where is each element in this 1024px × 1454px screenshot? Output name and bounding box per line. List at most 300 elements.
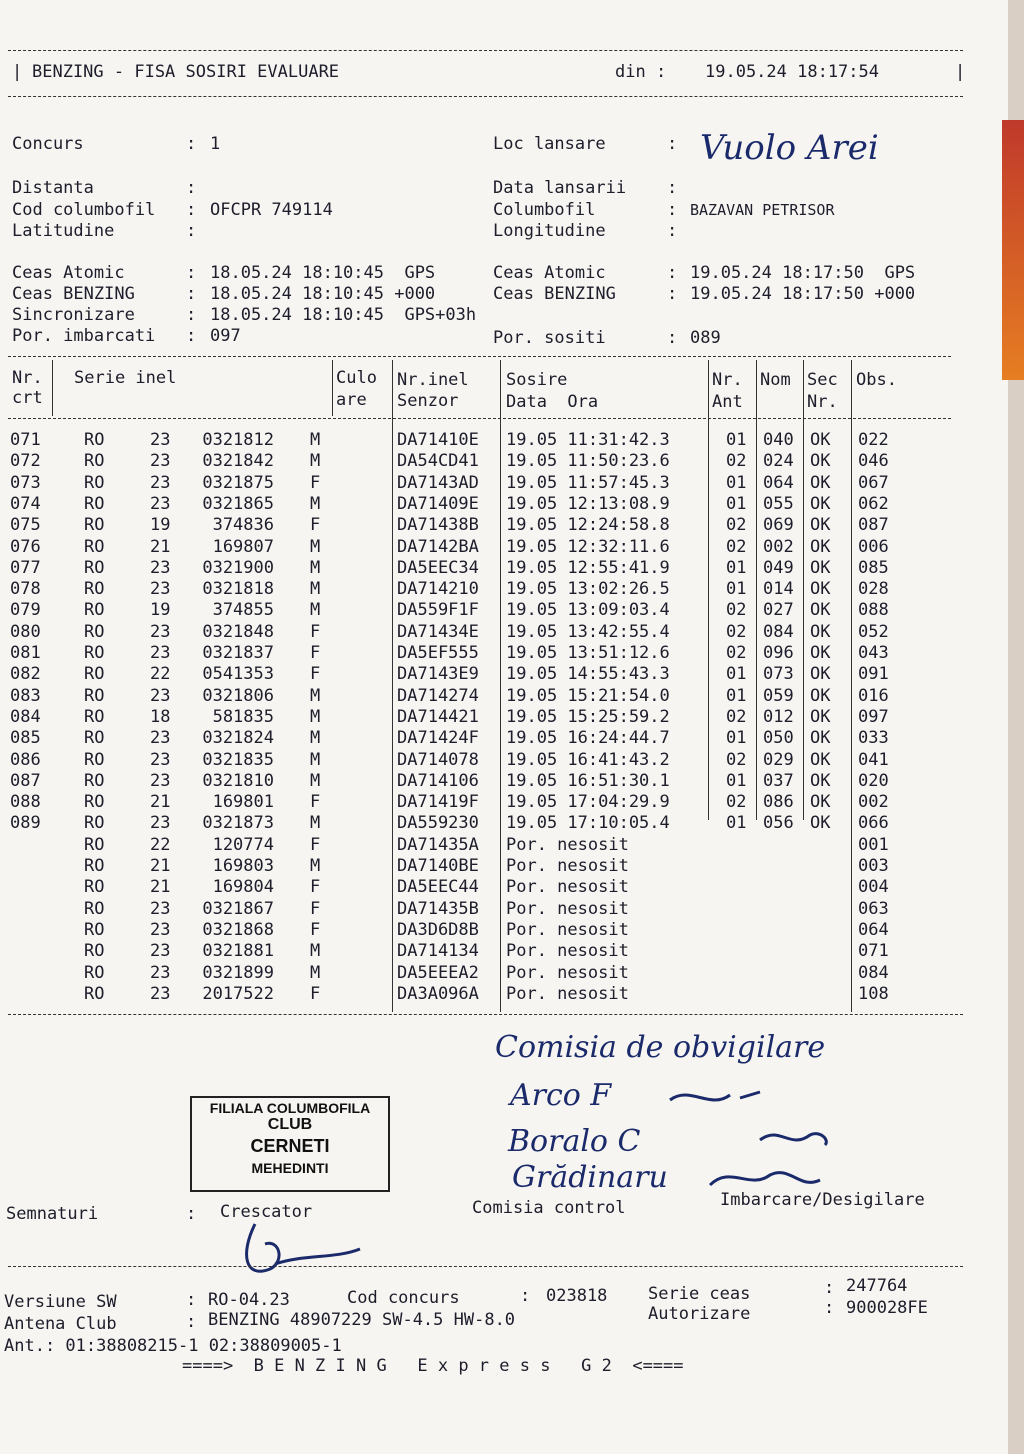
ceas-atomic-right-label: Ceas Atomic xyxy=(493,263,606,283)
cell-senzor: DA714210 xyxy=(397,579,479,600)
cell-nr: 086 xyxy=(10,749,41,770)
cell-sex: M xyxy=(310,557,321,578)
cell-sex: F xyxy=(310,472,321,493)
cell-nr: 083 xyxy=(10,685,41,706)
latitudine-label: Latitudine xyxy=(12,221,115,241)
cell-obs: 052 xyxy=(858,621,889,642)
cell-tara: RO xyxy=(84,877,105,898)
cell-ant: 02 xyxy=(726,706,747,727)
cell-sec: OK xyxy=(810,813,831,834)
header-bottom-rule xyxy=(8,96,963,97)
cell-obs: 001 xyxy=(858,834,889,855)
antena-label: Antena Club xyxy=(4,1314,117,1334)
cell-ant: 02 xyxy=(726,643,747,663)
cell-ant: 02 xyxy=(726,515,747,536)
cell-senzor: DA71409E xyxy=(397,493,479,514)
cell-inel: 0321806 xyxy=(202,685,274,706)
cell-tara: RO xyxy=(84,962,105,983)
cell-sosire: 19.05 13:09:03.4 xyxy=(506,600,670,621)
cell-sex: M xyxy=(310,451,321,472)
cell-ant: 01 xyxy=(726,430,747,450)
cell-sex: M xyxy=(310,962,321,983)
cell-sex: M xyxy=(310,749,321,770)
cell-sec: OK xyxy=(810,451,831,472)
background-edge xyxy=(1002,120,1024,380)
cell-sex: F xyxy=(310,877,321,898)
cell-obs: 084 xyxy=(858,962,889,983)
stamp-line-4: MEHEDINTI xyxy=(251,1160,329,1176)
cell-tara: RO xyxy=(84,792,105,813)
cell-sosire: Por. nesosit xyxy=(506,919,629,940)
cell-sec: OK xyxy=(810,579,831,600)
cell-inel: 0321818 xyxy=(202,579,274,600)
col-divider xyxy=(756,360,757,820)
cell-sec: OK xyxy=(810,664,831,685)
cell-nom: 055 xyxy=(763,493,794,514)
cell-inel: 0321810 xyxy=(202,770,274,791)
cell-sosire: Por. nesosit xyxy=(506,856,629,876)
columbofil-label: Columbofil xyxy=(493,200,596,220)
imbarcati-label: Por. imbarcati xyxy=(12,326,156,346)
th-senzor: Senzor xyxy=(397,391,459,411)
stamp-line-2: CLUB xyxy=(267,1116,313,1133)
header-right-bar: | xyxy=(955,62,966,82)
cell-sex: F xyxy=(310,898,321,919)
cell-obs: 108 xyxy=(858,983,889,1004)
colon: : xyxy=(667,221,678,241)
col-divider xyxy=(803,360,804,820)
stamp-line-3: CERNETI xyxy=(250,1136,330,1156)
cell-sec: OK xyxy=(810,770,831,791)
cell-an: 23 xyxy=(150,579,171,600)
cell-nom: 096 xyxy=(763,643,794,663)
cell-inel: 0321900 xyxy=(202,557,274,578)
cell-nr: 085 xyxy=(10,728,41,749)
cell-tara: RO xyxy=(84,557,105,578)
cell-ant: 02 xyxy=(726,749,747,770)
cell-obs: 071 xyxy=(858,941,889,962)
cell-nr: 079 xyxy=(10,600,41,621)
crescator-label: Crescator xyxy=(220,1202,313,1222)
cell-nom: 056 xyxy=(763,813,794,834)
cell-obs: 002 xyxy=(858,792,889,813)
cell-senzor: DA559230 xyxy=(397,813,479,834)
cell-an: 23 xyxy=(150,749,171,770)
cell-obs: 091 xyxy=(858,664,889,685)
col-divider xyxy=(851,360,852,1012)
concurs-value: 1 xyxy=(210,134,221,154)
cell-sec: OK xyxy=(810,643,831,663)
cell-sex: F xyxy=(310,664,321,685)
cell-nr: 080 xyxy=(10,621,41,642)
cell-obs: 063 xyxy=(858,898,889,919)
cell-an: 23 xyxy=(150,983,171,1004)
cell-obs: 097 xyxy=(858,706,889,727)
cell-an: 19 xyxy=(150,515,171,536)
cell-inel: 169803 xyxy=(212,856,274,876)
th-sec: Sec xyxy=(807,370,838,390)
cell-sosire: 19.05 12:55:41.9 xyxy=(506,557,670,578)
cell-obs: 064 xyxy=(858,919,889,940)
cell-sosire: Por. nesosit xyxy=(506,834,629,855)
cell-nr: 073 xyxy=(10,472,41,493)
colon: : xyxy=(186,178,197,198)
cell-ant: 01 xyxy=(726,493,747,514)
colon: : xyxy=(186,221,197,241)
cell-ant: 02 xyxy=(726,451,747,472)
cell-an: 23 xyxy=(150,557,171,578)
colon: : xyxy=(824,1298,835,1318)
cell-ant: 01 xyxy=(726,813,747,834)
cell-sosire: 19.05 16:41:43.2 xyxy=(506,749,670,770)
cell-senzor: DA714134 xyxy=(397,941,479,962)
cell-an: 18 xyxy=(150,706,171,727)
cell-sex: M xyxy=(310,579,321,600)
cell-sex: F xyxy=(310,919,321,940)
cell-ant: 01 xyxy=(726,579,747,600)
cell-sex: M xyxy=(310,706,321,727)
cell-sosire: 19.05 14:55:43.3 xyxy=(506,664,670,685)
date-label: din : xyxy=(615,62,667,82)
ceas-atomic-left-value: 18.05.24 18:10:45 GPS xyxy=(210,263,436,283)
cell-obs: 022 xyxy=(858,430,889,450)
table-header-rule xyxy=(8,418,951,419)
colon: : xyxy=(186,305,197,325)
cod-concurs-label: Cod concurs xyxy=(347,1288,460,1308)
cell-senzor: DA7142BA xyxy=(397,536,479,557)
cell-an: 22 xyxy=(150,664,171,685)
cell-an: 23 xyxy=(150,430,171,450)
colon: : xyxy=(186,1312,197,1332)
cell-senzor: DA714274 xyxy=(397,685,479,706)
cell-an: 23 xyxy=(150,685,171,706)
cell-an: 23 xyxy=(150,493,171,514)
cell-ant: 02 xyxy=(726,792,747,813)
cell-tara: RO xyxy=(84,451,105,472)
handwritten-commission: Comisia de obvigilare xyxy=(495,1030,826,1065)
header-left-bar: | xyxy=(12,62,23,82)
cell-senzor: DA71424F xyxy=(397,728,479,749)
comisia-label: Comisia control xyxy=(472,1198,626,1218)
cell-senzor: DA54CD41 xyxy=(397,451,479,472)
colon: : xyxy=(186,1204,197,1224)
cell-senzor: DA5EEC34 xyxy=(397,557,479,578)
cell-inel: 0321848 xyxy=(202,621,274,642)
cell-senzor: DA7143E9 xyxy=(397,664,479,685)
cell-nom: 059 xyxy=(763,685,794,706)
autorizare-label: Autorizare xyxy=(648,1304,751,1324)
cell-nom: 084 xyxy=(763,621,794,642)
cell-inel: 0321812 xyxy=(202,430,274,450)
sositi-value: 089 xyxy=(690,328,721,348)
cell-sex: F xyxy=(310,643,321,663)
cell-nom: 037 xyxy=(763,770,794,791)
cell-an: 22 xyxy=(150,834,171,855)
col-divider xyxy=(708,360,709,820)
cell-sex: M xyxy=(310,536,321,557)
cell-sosire: Por. nesosit xyxy=(506,898,629,919)
cell-nom: 086 xyxy=(763,792,794,813)
cell-sex: F xyxy=(310,834,321,855)
cell-tara: RO xyxy=(84,749,105,770)
antena-value: BENZING 48907229 SW-4.5 HW-8.0 xyxy=(208,1310,516,1330)
th-obs: Obs. xyxy=(856,370,897,390)
cell-nr: 081 xyxy=(10,643,41,663)
cod-columbofil-value: OFCPR 749114 xyxy=(210,200,333,220)
cell-inel: 2017522 xyxy=(202,983,274,1004)
handwritten-member-1: Arco F xyxy=(510,1078,612,1113)
th-nr-ant: Nr. xyxy=(712,370,743,390)
cell-nom: 012 xyxy=(763,706,794,727)
cell-sosire: 19.05 16:51:30.1 xyxy=(506,770,670,791)
cell-tara: RO xyxy=(84,706,105,727)
cell-an: 23 xyxy=(150,962,171,983)
cell-sex: M xyxy=(310,685,321,706)
loc-lansare-label: Loc lansare xyxy=(493,134,606,154)
cell-sosire: 19.05 12:13:08.9 xyxy=(506,493,670,514)
cell-nr: 078 xyxy=(10,579,41,600)
cell-an: 23 xyxy=(150,941,171,962)
cell-nr: 076 xyxy=(10,536,41,557)
th-nr-crt: Nr. xyxy=(12,368,43,388)
col-divider xyxy=(392,360,393,1012)
cell-tara: RO xyxy=(84,493,105,514)
cell-sec: OK xyxy=(810,621,831,642)
cell-inel: 374855 xyxy=(212,600,274,621)
cell-tara: RO xyxy=(84,579,105,600)
sincronizare-value: 18.05.24 18:10:45 GPS+03h xyxy=(210,305,477,325)
cell-sex: M xyxy=(310,770,321,791)
cell-obs: 062 xyxy=(858,493,889,514)
cell-inel: 169804 xyxy=(212,877,274,898)
versiune-value: RO-04.23 xyxy=(208,1290,290,1310)
cell-nr: 082 xyxy=(10,664,41,685)
cell-senzor: DA5EEC44 xyxy=(397,877,479,898)
crescator-signature xyxy=(235,1214,375,1284)
cell-sosire: 19.05 11:50:23.6 xyxy=(506,451,670,472)
cell-tara: RO xyxy=(84,898,105,919)
cell-an: 23 xyxy=(150,813,171,834)
cell-obs: 004 xyxy=(858,877,889,898)
cell-tara: RO xyxy=(84,983,105,1004)
cell-sex: F xyxy=(310,983,321,1004)
cell-nr: 088 xyxy=(10,792,41,813)
cell-sec: OK xyxy=(810,493,831,514)
cell-sex: M xyxy=(310,941,321,962)
cell-sosire: 19.05 13:02:26.5 xyxy=(506,579,670,600)
th-culoare-2: are xyxy=(336,390,367,410)
loc-lansare-handwritten: Vuolo Arei xyxy=(700,128,879,168)
cell-an: 21 xyxy=(150,856,171,876)
cell-obs: 020 xyxy=(858,770,889,791)
cell-nom: 029 xyxy=(763,749,794,770)
cell-obs: 006 xyxy=(858,536,889,557)
club-stamp xyxy=(190,1096,390,1192)
autorizare-value: 900028FE xyxy=(846,1298,928,1318)
cell-inel: 0321824 xyxy=(202,728,274,749)
cell-sosire: Por. nesosit xyxy=(506,983,629,1004)
th-nr-crt-2: crt xyxy=(12,388,43,408)
colon: : xyxy=(667,263,678,283)
distanta-label: Distanta xyxy=(12,178,94,198)
cell-sosire: 19.05 17:04:29.9 xyxy=(506,792,670,813)
cell-nom: 064 xyxy=(763,472,794,493)
cell-senzor: DA71435A xyxy=(397,834,479,855)
brand-line: ====> B E N Z I N G E x p r e s s G 2 <==== xyxy=(182,1356,684,1376)
cell-an: 23 xyxy=(150,451,171,472)
semnaturi-label: Semnaturi xyxy=(6,1204,99,1224)
cell-tara: RO xyxy=(84,515,105,536)
cell-sosire: 19.05 16:24:44.7 xyxy=(506,728,670,749)
cell-inel: 0321868 xyxy=(202,919,274,940)
colon: : xyxy=(186,284,197,304)
cell-senzor: DA7140BE xyxy=(397,856,479,876)
cell-nr: 075 xyxy=(10,515,41,536)
cell-nr: 077 xyxy=(10,557,41,578)
cell-ant: 02 xyxy=(726,600,747,621)
cell-sex: M xyxy=(310,813,321,834)
table-top-rule xyxy=(8,356,951,357)
cell-ant: 02 xyxy=(726,621,747,642)
cell-sec: OK xyxy=(810,600,831,621)
cell-tara: RO xyxy=(84,621,105,642)
cell-sosire: 19.05 17:10:05.4 xyxy=(506,813,670,834)
cell-sec: OK xyxy=(810,685,831,706)
cell-tara: RO xyxy=(84,834,105,855)
cell-tara: RO xyxy=(84,770,105,791)
cell-nom: 069 xyxy=(763,515,794,536)
cell-sosire: 19.05 12:24:58.8 xyxy=(506,515,670,536)
cell-sosire: 19.05 13:51:12.6 xyxy=(506,643,670,663)
cell-inel: 0321835 xyxy=(202,749,274,770)
cell-sosire: 19.05 13:42:55.4 xyxy=(506,621,670,642)
cell-tara: RO xyxy=(84,472,105,493)
cell-nom: 073 xyxy=(763,664,794,685)
cell-inel: 0321881 xyxy=(202,941,274,962)
cell-senzor: DA3A096A xyxy=(397,983,479,1004)
cell-senzor: DA71438B xyxy=(397,515,479,536)
cell-inel: 0321899 xyxy=(202,962,274,983)
cell-an: 23 xyxy=(150,919,171,940)
cell-sosire: Por. nesosit xyxy=(506,941,629,962)
cell-nr: 089 xyxy=(10,813,41,834)
th-culoare: Culo xyxy=(336,368,377,388)
colon: : xyxy=(520,1286,531,1306)
cod-columbofil-label: Cod columbofil xyxy=(12,200,156,220)
cell-obs: 041 xyxy=(858,749,889,770)
cell-an: 23 xyxy=(150,472,171,493)
cell-ant: 01 xyxy=(726,770,747,791)
cell-obs: 088 xyxy=(858,600,889,621)
cell-sec: OK xyxy=(810,749,831,770)
cell-obs: 033 xyxy=(858,728,889,749)
ceas-benzing-right-label: Ceas BENZING xyxy=(493,284,616,304)
cell-nom: 040 xyxy=(763,430,794,450)
cell-inel: 0321875 xyxy=(202,472,274,493)
cell-obs: 067 xyxy=(858,472,889,493)
ceas-benzing-right-value: 19.05.24 18:17:50 +000 xyxy=(690,284,916,304)
imbarcati-value: 097 xyxy=(210,326,241,346)
cell-sec: OK xyxy=(810,536,831,557)
cell-inel: 169801 xyxy=(212,792,274,813)
cell-senzor: DA3D6D8B xyxy=(397,919,479,940)
cell-sosire: 19.05 11:57:45.3 xyxy=(506,472,670,493)
ceas-atomic-right-value: 19.05.24 18:17:50 GPS xyxy=(690,263,916,283)
colon: : xyxy=(667,284,678,304)
cell-obs: 016 xyxy=(858,685,889,706)
col-divider xyxy=(332,360,333,416)
cell-sosire: Por. nesosit xyxy=(506,877,629,898)
cell-tara: RO xyxy=(84,728,105,749)
cell-an: 21 xyxy=(150,536,171,557)
cell-ant: 01 xyxy=(726,664,747,685)
cell-obs: 046 xyxy=(858,451,889,472)
cell-nom: 049 xyxy=(763,557,794,578)
handwritten-member-3: Grădinaru xyxy=(512,1160,668,1195)
cell-inel: 0321867 xyxy=(202,898,274,919)
cell-sec: OK xyxy=(810,706,831,727)
colon: : xyxy=(186,1290,197,1310)
cell-an: 23 xyxy=(150,643,171,663)
cell-sex: M xyxy=(310,493,321,514)
cell-senzor: DA5EEEA2 xyxy=(397,962,479,983)
th-nom: Nom xyxy=(760,370,791,390)
cell-nom: 014 xyxy=(763,579,794,600)
colon: : xyxy=(667,178,678,198)
cell-obs: 085 xyxy=(858,557,889,578)
colon: : xyxy=(667,328,678,348)
cell-nom: 050 xyxy=(763,728,794,749)
colon: : xyxy=(824,1278,835,1298)
cell-inel: 0321865 xyxy=(202,493,274,514)
cell-an: 21 xyxy=(150,877,171,898)
cell-ant: 01 xyxy=(726,685,747,706)
stamp-line-1: FILIALA COLUMBOFILA xyxy=(209,1100,371,1116)
cell-nr: 071 xyxy=(10,430,41,450)
cell-inel: 0321842 xyxy=(202,451,274,472)
th-sosire: Sosire xyxy=(506,370,568,390)
longitudine-label: Longitudine xyxy=(493,221,606,241)
cell-inel: 120774 xyxy=(212,834,274,855)
cell-inel: 0321873 xyxy=(202,813,274,834)
th-nr-inel: Nr.inel xyxy=(397,370,469,390)
date-value: 19.05.24 18:17:54 xyxy=(705,62,879,82)
page-title: BENZING - FISA SOSIRI EVALUARE xyxy=(32,62,340,82)
th-sec-nr: Nr. xyxy=(807,392,838,412)
cell-sex: M xyxy=(310,856,321,876)
cell-sec: OK xyxy=(810,472,831,493)
cell-tara: RO xyxy=(84,600,105,621)
cell-sosire: 19.05 15:21:54.0 xyxy=(506,685,670,706)
cell-ant: 01 xyxy=(726,472,747,493)
handwritten-member-2: Boralo C xyxy=(508,1124,641,1159)
table-bottom-rule xyxy=(8,1014,963,1015)
cell-inel: 374836 xyxy=(212,515,274,536)
cell-sex: F xyxy=(310,515,321,536)
concurs-label: Concurs xyxy=(12,134,84,154)
versiune-label: Versiune SW xyxy=(4,1292,117,1312)
cell-sosire: 19.05 15:25:59.2 xyxy=(506,706,670,727)
cell-obs: 066 xyxy=(858,813,889,834)
cell-an: 19 xyxy=(150,600,171,621)
cell-sex: M xyxy=(310,600,321,621)
ceas-benzing-left-label: Ceas BENZING xyxy=(12,284,135,304)
cell-sec: OK xyxy=(810,792,831,813)
cell-tara: RO xyxy=(84,536,105,557)
ceas-atomic-left-label: Ceas Atomic xyxy=(12,263,125,283)
cell-an: 23 xyxy=(150,770,171,791)
cell-inel: 0541353 xyxy=(202,664,274,685)
